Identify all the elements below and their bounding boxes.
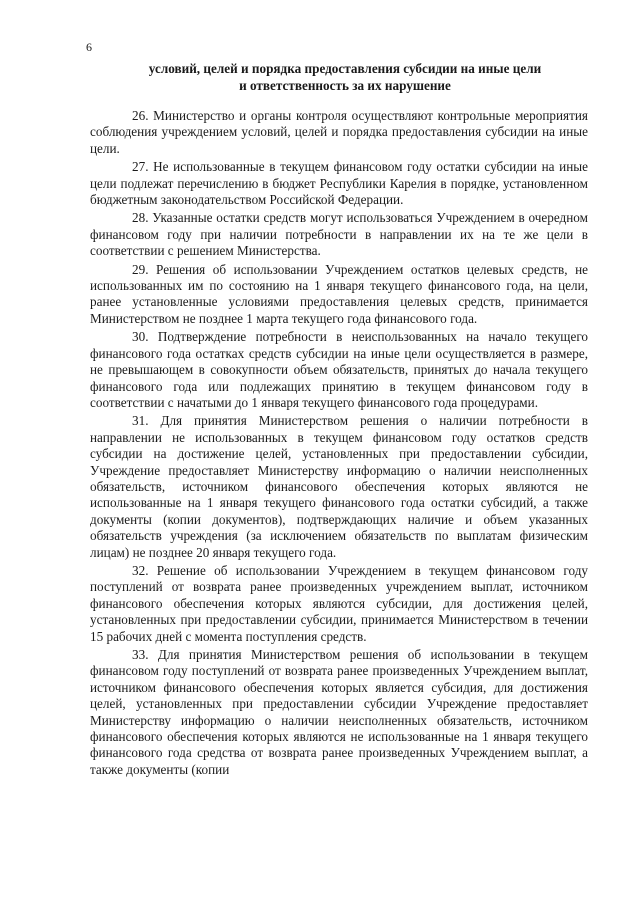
paragraph-29: 29. Решения об использовании Учреждением остатков целевых средств, не использованных им по состоянию на 1 января текущего финансового года, на цели, ранее установленные условиями предоставления целевых средств, принимается Министерством не позднее 1 марта текущего года финансового года. [90, 261, 588, 326]
document-body [90, 108, 588, 780]
section-title [90, 60, 600, 94]
section-title-line: и ответственность за их нарушение [239, 78, 451, 93]
paragraph-27: 27. Не использованные в текущем финансовом году остатки субсидии на иные цели подлежат перечислению в бюджет Республики Карелия в порядке, установленном бюджетным законодательством Российской Федерации. [90, 159, 588, 208]
paragraph-31: 31. Для принятия Министерством решения о наличии потребности в направлении не использованных в текущем финансовом году остатков средств субсидии на достижение целей, установленных при предоставлении субсидии, Учреждение предоставляет Министерству информацию о наличии неисполненных обязательств, источником финансового обеспечения которых являются не использованные на 1 января текущего финансового года остатки субсидий, а также документы (копии документов), подтверждающих наличие и объем указанных обязательств учреждения (за исключением обязательств по выплатам физическим лицам) не позднее 20 января текущего года. [90, 413, 588, 560]
paragraph-26: 26. Министерство и органы контроля осуществляют контрольные мероприятия соблюдения учреждением условий, целей и порядка предоставления субсидии на иные цели. [90, 108, 588, 156]
paragraph-32: 32. Решение об использовании Учреждением в текущем финансовом году поступлений от возврата ранее произведенных учреждением выплат, источником финансового обеспечения которых являются субсидии, для достижения целей, установленных при предоставлении субсидии, принимается Министерством в течении 15 рабочих дней с момента поступления средств. [90, 562, 588, 644]
paragraph-28: 28. Указанные остатки средств могут использоваться Учреждением в очередном финансовом году при наличии потребности в направлении их на те же цели в соответствии с решением Министерства. [90, 210, 588, 259]
paragraph-30: 30. Подтверждение потребности в неиспользованных на начало текущего финансового года остатках средств субсидии на иные цели осуществляется в размере, не превышающем в совокупности объем обязательств, принятых до начала текущего финансового года или подлежащих принятию в текущем финансовом году в соответствии с начатыми до 1 января текущего финансового года процедурами. [90, 329, 588, 410]
section-title-line: условий, целей и порядка предоставления субсидии на иные цели [148, 61, 542, 76]
paragraph-33: 33. Для принятия Министерством решения об использовании в текущем финансовом году поступлений от возврата ранее произведенных Учреждением выплат, источником финансового обеспечения которых является субсидия, для достижения целей, установленных при предоставлении субсидии Учреждение предоставляет Министерству информацию о наличии неисполненных обязательств, источником финансового обеспечения которых являются не использованные на 1 января текущего финансового года средства от возврата ранее произведенных Учреждением выплат, а также документы (копии [90, 647, 588, 777]
page-number: 6 [86, 40, 92, 54]
